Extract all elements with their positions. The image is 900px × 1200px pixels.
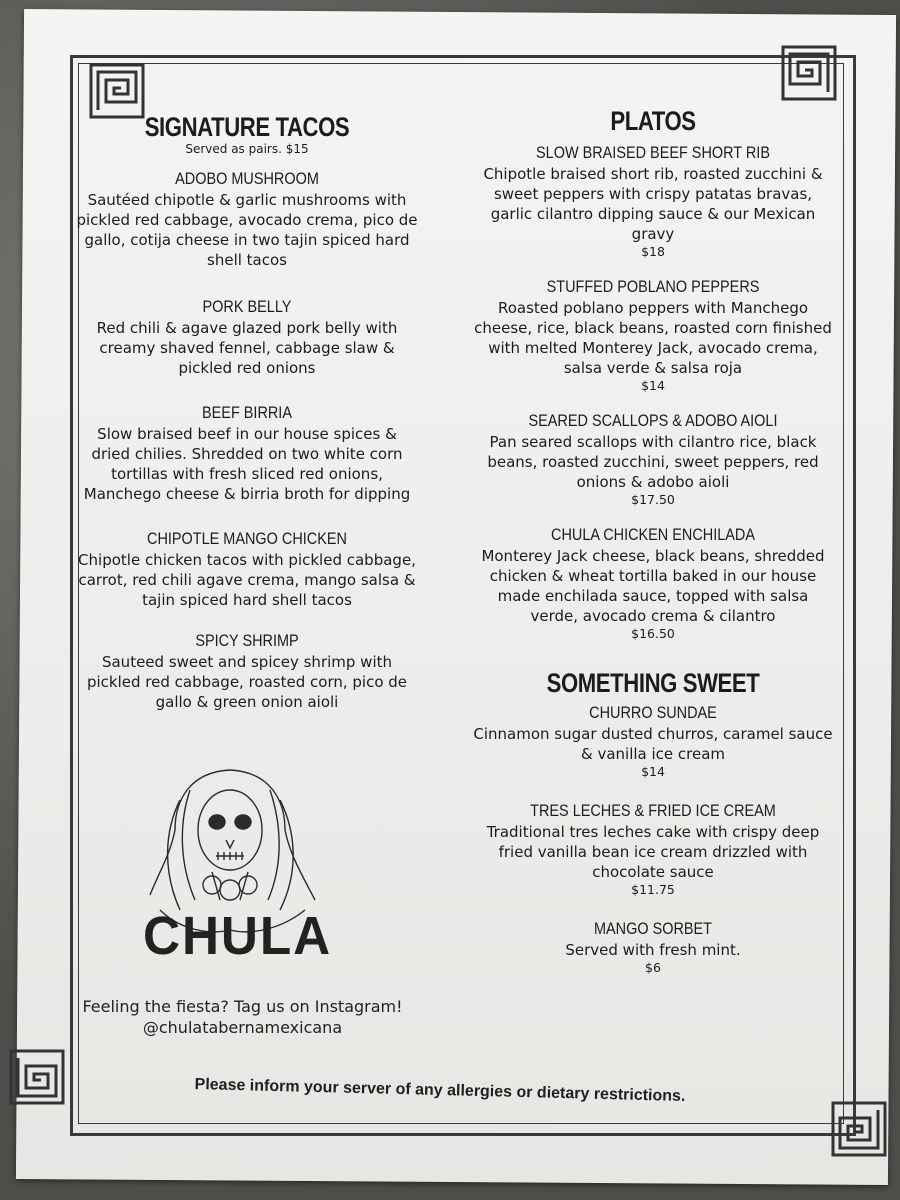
item-price: $17.50 <box>631 492 675 507</box>
section-subtitle: Served as pairs. $15 <box>185 142 309 156</box>
item-description: Sauteed sweet and spicey shrimp with pickled red cabbage, roasted corn, pico de gallo & green onion aioli <box>86 653 408 711</box>
item-price: $6 <box>645 960 661 975</box>
item-price: $16.50 <box>631 626 675 641</box>
corner-ornament-top-right <box>780 44 838 102</box>
item-name: TRES LECHES & FRIED ICE CREAM <box>530 801 776 820</box>
item-price: $14 <box>641 378 665 393</box>
item-name: MANGO SORBET <box>593 919 713 938</box>
menu-item <box>468 524 838 642</box>
item-price: $18 <box>641 244 665 259</box>
corner-ornament-bottom-left <box>8 1048 66 1106</box>
item-description: Chipotle braised short rib, roasted zucchini & sweet peppers with crispy patatas bravas, garlic cilantro dipping sauce & our Mexican gravy <box>483 165 823 243</box>
section-title: SOMETHING SWEET <box>546 668 760 698</box>
item-description: Traditional tres leches cake with crispy deep fried vanilla bean ice cream drizzled with chocolate sauce <box>486 823 820 881</box>
section-title: SIGNATURE TACOS <box>144 112 350 142</box>
menu-item <box>468 276 838 394</box>
section-title: PLATOS <box>610 106 696 136</box>
item-name: SPICY SHRIMP <box>195 631 299 650</box>
item-description: Pan seared scallops with cilantro rice, black beans, roasted zucchini, sweet peppers, red onions & adobo aioli <box>487 433 819 491</box>
menu-item <box>72 402 422 504</box>
item-price: $11.75 <box>631 882 675 897</box>
item-name: SEARED SCALLOPS & ADOBO AIOLI <box>528 411 778 430</box>
something-sweet-section <box>468 668 838 976</box>
item-name: STUFFED POBLANO PEPPERS <box>546 277 760 296</box>
instagram-callout <box>70 996 415 1038</box>
item-name: CHIPOTLE MANGO CHICKEN <box>147 529 347 548</box>
item-price: $14 <box>641 764 665 779</box>
item-description: Monterey Jack cheese, black beans, shredded chicken & wheat tortilla baked in our house made enchilada sauce, topped with salsa verde, avocado crema & cilantro <box>481 547 825 625</box>
item-name: PORK BELLY <box>202 297 292 316</box>
corner-ornament-bottom-right <box>830 1100 888 1158</box>
menu-item <box>468 800 838 898</box>
item-name: ADOBO MUSHROOM <box>175 169 319 188</box>
menu-item <box>468 410 838 508</box>
item-name: BEEF BIRRIA <box>202 403 292 422</box>
item-description: Slow braised beef in our house spices & dried chilies. Shredded on two white corn tortillas with fresh sliced red onions, Manchego cheese & birria broth for dipping <box>83 425 411 503</box>
chula-logo-text: CHULA <box>143 906 333 966</box>
item-description: Sautéed chipotle & garlic mushrooms with pickled red cabbage, avocado crema, pico de gallo, cotija cheese in two tajin spiced hard shell tacos <box>76 191 418 269</box>
signature-tacos-section <box>72 112 422 712</box>
instagram-line-1: Feeling the fiesta? Tag us on Instagram! <box>82 997 403 1016</box>
item-description: Cinnamon sugar dusted churros, caramel sauce & vanilla ice cream <box>473 725 833 763</box>
item-name: CHURRO SUNDAE <box>589 703 717 722</box>
platos-section <box>468 106 838 976</box>
menu-item <box>72 296 422 378</box>
menu-item <box>72 630 422 712</box>
menu-item <box>72 528 422 610</box>
item-name: SLOW BRAISED BEEF SHORT RIB <box>536 143 770 162</box>
menu-item <box>468 142 838 260</box>
menu-item <box>72 168 422 270</box>
instagram-handle: @chulatabernamexicana <box>142 1018 343 1037</box>
menu-item <box>468 918 838 976</box>
menu-item <box>468 702 838 780</box>
item-description: Chipotle chicken tacos with pickled cabbage, carrot, red chili agave crema, mango salsa & tajin spiced hard shell tacos <box>78 551 416 609</box>
item-description: Roasted poblano peppers with Manchego cheese, rice, black beans, roasted corn finished with melted Monterey Jack, avocado crema, salsa verde & salsa roja <box>474 299 832 377</box>
item-description: Served with fresh mint. <box>565 941 741 959</box>
item-name: CHULA CHICKEN ENCHILADA <box>551 525 755 544</box>
item-description: Red chili & agave glazed pork belly with creamy shaved fennel, cabbage slaw & pickled red onions <box>96 319 398 377</box>
allergy-note: Please inform your server of any allergies or dietary restrictions. <box>194 1076 686 1105</box>
